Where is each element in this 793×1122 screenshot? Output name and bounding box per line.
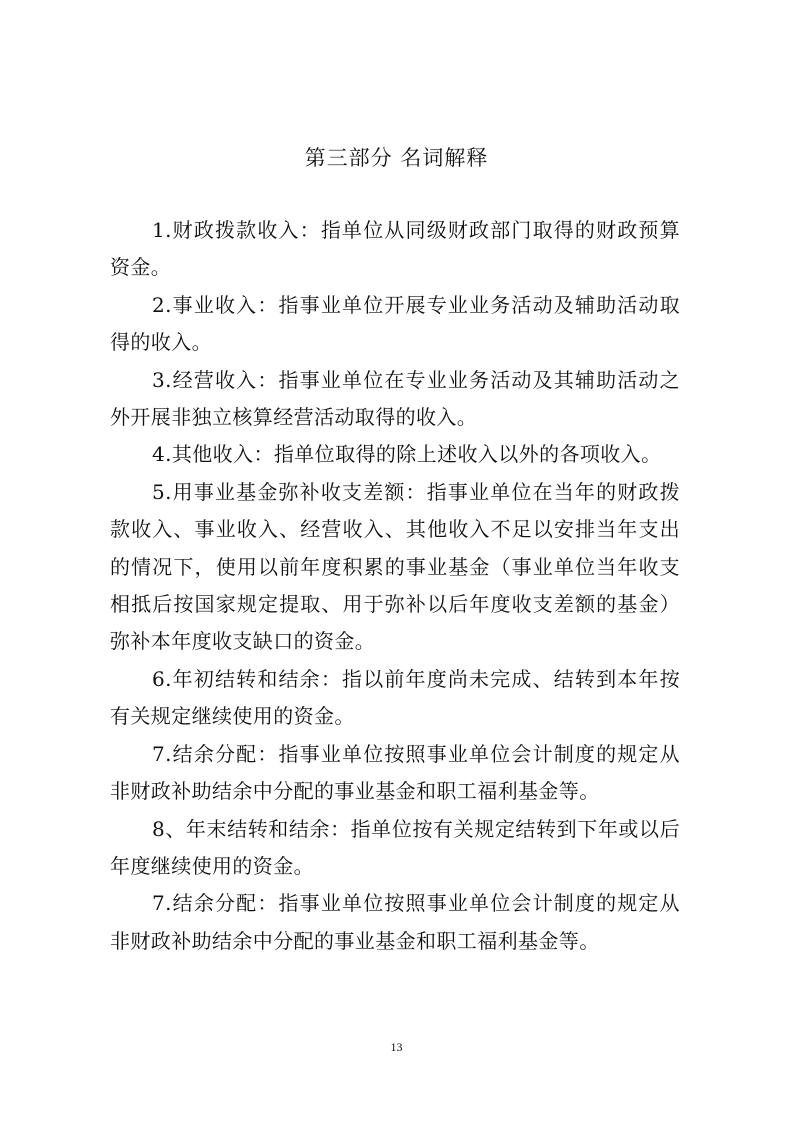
section-title: 第三部分 名词解释 bbox=[304, 146, 489, 170]
page-number: 13 bbox=[390, 1040, 403, 1054]
definitions-list bbox=[110, 212, 680, 960]
definition-operating-income: 3.经营收入：指事业单位在专业业务活动及其辅助活动之外开展非独立核算经营活动取得的收入。 bbox=[110, 367, 680, 430]
definition-other-income: 4.其他收入：指单位取得的除上述收入以外的各项收入。 bbox=[152, 442, 662, 467]
definition-closing-carryover: 8、年末结转和结余：指单位按有关规定结转到下年或以后年度继续使用的资金。 bbox=[110, 816, 680, 878]
definition-opening-carryover: 6.年初结转和结余：指以前年度尚未完成、结转到本年按有关规定继续使用的资金。 bbox=[110, 666, 680, 729]
definition-business-fund-offset: 5.用事业基金弥补收支差额：指事业单位在当年的财政拨款收入、事业收入、经营收入、其他收入不足以安排当年支出的情况下，使用以前年度积累的事业基金（事业单位当年收支相抵后按国家规定提取、用于弥补以后年度收支差额的基金）弥补本年度收支缺口的资金。 bbox=[110, 479, 680, 654]
definition-surplus-distribution: 7.结余分配：指事业单位按照事业单位会计制度的规定从非财政补助结余中分配的事业基金和职工福利基金等。 bbox=[110, 741, 680, 804]
definition-business-income: 2.事业收入：指事业单位开展专业业务活动及辅助活动取得的收入。 bbox=[110, 292, 680, 355]
definition-surplus-distribution-repeat: 7.结余分配：指事业单位按照事业单位会计制度的规定从非财政补助结余中分配的事业基金和职工福利基金等。 bbox=[110, 891, 680, 953]
definition-fiscal-appropriation-income: 1.财政拨款收入：指单位从同级财政部门取得的财政预算资金。 bbox=[110, 218, 680, 280]
